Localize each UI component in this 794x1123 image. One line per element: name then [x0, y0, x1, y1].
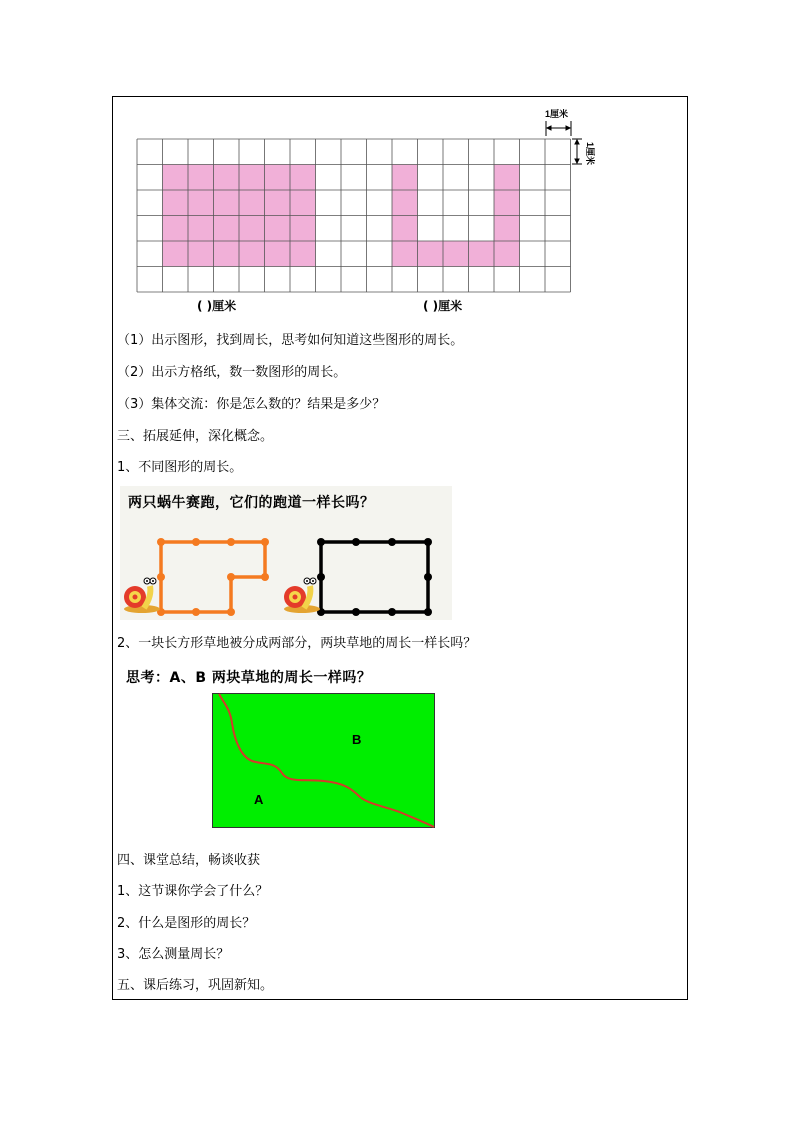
orange-track: [161, 542, 265, 612]
black-track: [321, 542, 428, 612]
pink-cell: [163, 241, 189, 267]
pink-cell: [290, 190, 316, 216]
pink-cell: [392, 165, 418, 191]
pink-cell: [290, 241, 316, 267]
section-3-item-1: 1、不同图形的周长。: [117, 460, 243, 475]
pink-cell: [265, 216, 291, 242]
label-a: A: [254, 792, 264, 807]
pink-cell: [239, 241, 265, 267]
pink-cell: [163, 165, 189, 191]
grid-lines: [137, 139, 571, 292]
step-2: （2）出示方格纸，数一数图形的周长。: [117, 365, 347, 380]
section-4-item-2: 2、什么是图形的周长？: [117, 916, 256, 931]
scale-top-label: 1厘米: [545, 109, 569, 119]
grass-field-picture: [212, 693, 436, 829]
think-question: 思考：A、B 两块草地的周长一样吗？: [126, 670, 372, 686]
section-3-item-2: 2、一块长方形草地被分成两部分，两块草地的周长一样长吗？: [117, 636, 477, 651]
pink-cell: [392, 216, 418, 242]
pink-cell: [392, 190, 418, 216]
pink-cell: [239, 165, 265, 191]
snail-right-icon: [284, 578, 320, 613]
pink-cell: [214, 216, 240, 242]
section-3-title: 三、拓展延伸，深化概念。: [117, 429, 274, 444]
pink-cell: [163, 190, 189, 216]
pink-cell: [163, 216, 189, 242]
pink-cell: [494, 190, 520, 216]
pink-cell: [188, 190, 214, 216]
pink-cell: [469, 241, 495, 267]
section-4-item-1: 1、这节课你学会了什么？: [117, 884, 269, 899]
pink-cell: [188, 241, 214, 267]
section-4-item-3: 3、怎么测量周长？: [117, 947, 230, 962]
snail-left-icon: [124, 578, 160, 613]
answer-blank-right: ( )厘米: [423, 299, 463, 313]
pink-cell: [494, 165, 520, 191]
black-track-dots: [317, 538, 432, 616]
section-4-title: 四、课堂总结，畅谈收获: [117, 853, 261, 868]
pink-cell: [265, 190, 291, 216]
scale-side-label: 1厘米: [585, 142, 595, 166]
pink-cell: [239, 216, 265, 242]
snail-question: 两只蜗牛赛跑，它们的跑道一样长吗？: [128, 495, 375, 511]
snail-race-picture: [120, 486, 452, 620]
pink-cell: [214, 241, 240, 267]
pink-cell: [494, 241, 520, 267]
section-5-title: 五、课后练习，巩固新知。: [117, 978, 274, 993]
scale-top-arrow: [546, 121, 571, 136]
pink-cell: [239, 190, 265, 216]
pink-cell: [443, 241, 469, 267]
grid-figure: [130, 104, 610, 304]
pink-cell: [265, 165, 291, 191]
step-3: （3）集体交流：你是怎么数的？结果是多少？: [117, 397, 386, 412]
pink-cell: [290, 165, 316, 191]
scale-side-arrow: [572, 139, 582, 164]
pink-cell: [188, 216, 214, 242]
pink-cell: [265, 241, 291, 267]
pink-cell: [214, 190, 240, 216]
pink-cell: [494, 216, 520, 242]
pink-cell: [392, 241, 418, 267]
grass-rectangle: [213, 694, 435, 828]
label-b: B: [352, 732, 362, 747]
pink-cell: [290, 216, 316, 242]
pink-cell: [418, 241, 444, 267]
answer-blank-left: ( )厘米: [197, 299, 237, 313]
step-1: （1）出示图形，找到周长，思考如何知道这些图形的周长。: [117, 333, 464, 348]
pink-cell: [214, 165, 240, 191]
pink-cell: [188, 165, 214, 191]
